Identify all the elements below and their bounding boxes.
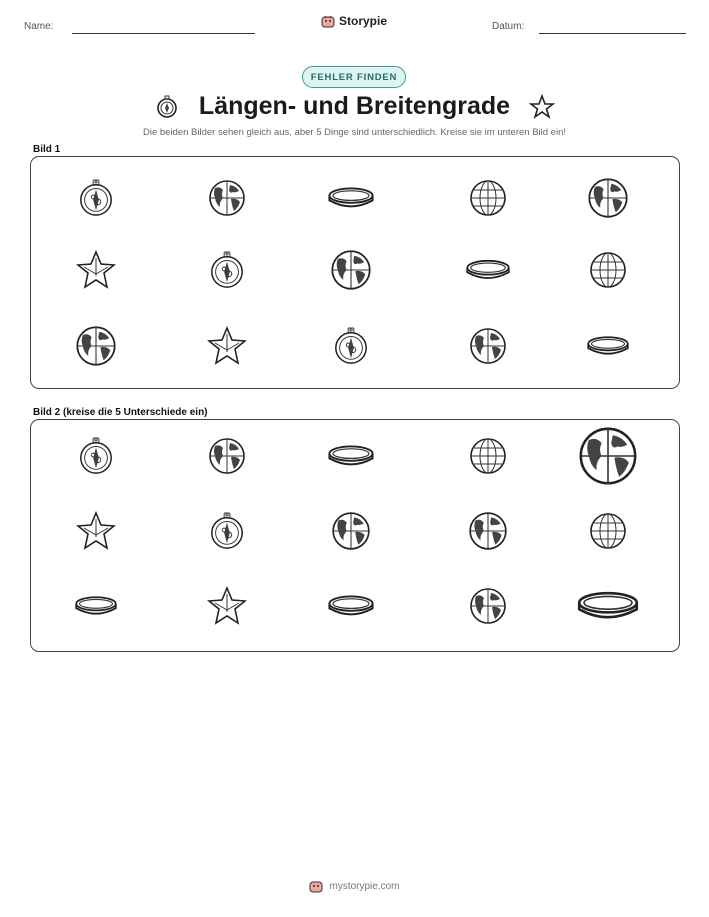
starfish-icon[interactable] (76, 511, 116, 551)
grid-globe-icon[interactable] (468, 436, 508, 476)
picture1-panel (30, 156, 680, 389)
instructions: Die beiden Bilder sehen gleich aus, aber 5 Dinge sind unterschiedlich. Kreise sie im unteren Bild ein! (143, 127, 566, 138)
starfish-icon (76, 250, 116, 290)
ring-icon (465, 247, 511, 293)
earth-globe-icon[interactable] (467, 510, 509, 552)
starfish-icon[interactable] (207, 586, 247, 626)
earth-globe-icon[interactable] (207, 436, 247, 476)
ring-icon[interactable] (327, 432, 375, 480)
starfish-icon (529, 94, 555, 120)
compass-icon (332, 327, 370, 365)
date-label: Datum: (492, 21, 525, 32)
page-title: Längen- und Breitengrade (198, 92, 511, 120)
page-title-row (0, 92, 709, 121)
brand-logo (321, 14, 387, 28)
compass-icon (77, 179, 115, 217)
picture2-label: Bild 2 (kreise die 5 Unterschiede ein) (33, 407, 208, 418)
compass-icon[interactable] (77, 437, 115, 475)
ring-icon[interactable] (74, 584, 118, 628)
earth-globe-icon (74, 324, 118, 368)
storypie-mascot-icon (321, 14, 335, 28)
compass-icon (154, 94, 180, 120)
compass-icon (208, 251, 246, 289)
ring-icon (586, 324, 630, 368)
earth-globe-icon[interactable] (576, 424, 640, 488)
name-label: Name: (24, 21, 54, 32)
name-line[interactable] (72, 33, 255, 34)
starfish-icon (207, 326, 247, 366)
picture2-panel[interactable] (30, 419, 680, 652)
grid-globe-icon (588, 250, 628, 290)
picture1-label: Bild 1 (33, 144, 61, 155)
earth-globe-icon[interactable] (468, 586, 508, 626)
compass-icon[interactable] (208, 512, 246, 550)
footer (0, 879, 709, 893)
footer-site[interactable]: mystorypie.com (329, 880, 400, 892)
earth-globe-icon (207, 178, 247, 218)
earth-globe-icon (468, 326, 508, 366)
ring-icon[interactable] (327, 582, 375, 630)
grid-globe-icon[interactable] (588, 511, 628, 551)
ring-icon (327, 174, 375, 222)
earth-globe-icon[interactable] (330, 510, 372, 552)
ring-icon[interactable] (576, 574, 640, 638)
activity-badge: FEHLER FINDEN (302, 66, 406, 88)
storypie-mascot-icon (309, 879, 323, 893)
grid-globe-icon (468, 178, 508, 218)
brand-name: Storypie (339, 14, 388, 28)
earth-globe-icon (586, 176, 630, 220)
earth-globe-icon (329, 248, 373, 292)
date-line[interactable] (539, 33, 686, 34)
